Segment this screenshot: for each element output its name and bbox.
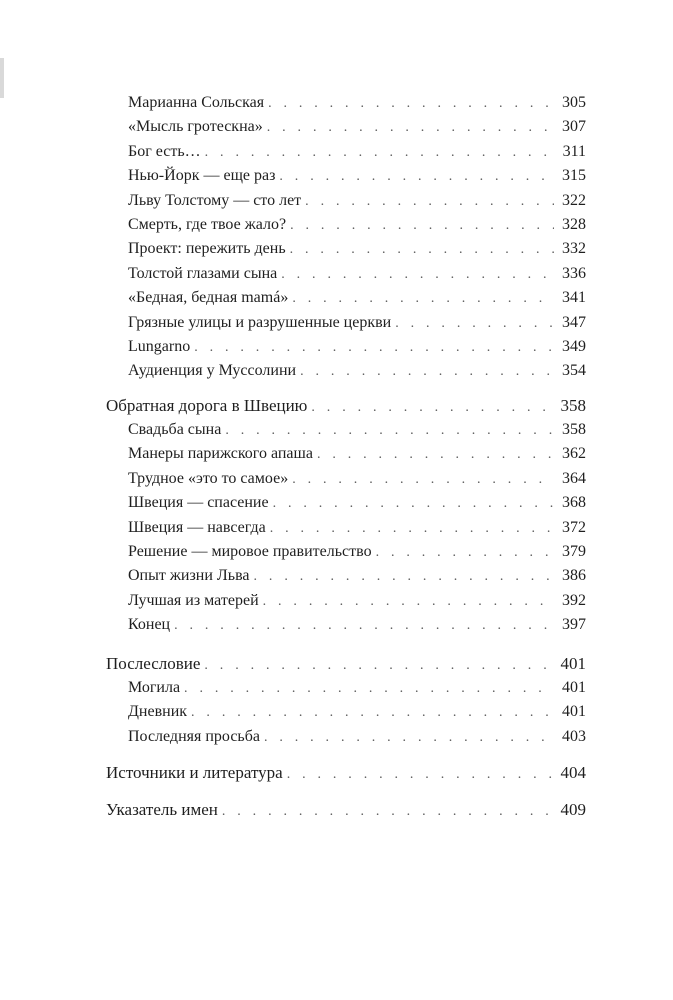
toc-entry-title: Грязные улицы и разрушенные церкви (128, 313, 392, 331)
toc-section-page: 404 (560, 763, 586, 783)
toc-section-heading[interactable] (106, 798, 586, 822)
dot-leader (279, 165, 554, 189)
toc-entry-page: 401 (562, 678, 586, 696)
toc-entry-page: 379 (562, 543, 586, 561)
toc-entry-title: Смерть, где твое жало? (128, 215, 287, 233)
toc-entry[interactable] (106, 725, 586, 749)
toc-entry-page: 401 (562, 703, 586, 721)
toc-entry-title: Последняя просьба (128, 727, 260, 745)
toc-entry-title: Могила (128, 678, 181, 696)
toc-entry[interactable] (106, 442, 586, 466)
dot-leader (263, 590, 554, 614)
dot-leader (290, 238, 554, 262)
toc-entry-page: 336 (562, 264, 586, 282)
toc-entry-title: Аудиенция у Муссолини (128, 362, 297, 380)
toc-entry[interactable] (106, 189, 586, 213)
toc-section-page: 409 (560, 799, 586, 819)
toc-entry-page: 332 (562, 240, 586, 258)
toc-entry[interactable] (106, 516, 586, 540)
toc-entry[interactable] (106, 164, 586, 188)
toc-entry[interactable] (106, 700, 586, 724)
toc-entry[interactable] (106, 359, 586, 383)
toc-entry-title: Марианна Сольская (128, 94, 265, 111)
dot-leader (184, 677, 554, 701)
toc-entry-title: Льву Толстому — сто лет (128, 191, 302, 209)
toc-entry-title: Проект: пережить день (128, 240, 286, 258)
toc-entry[interactable] (106, 286, 586, 310)
dot-leader (191, 701, 554, 725)
toc-entry-page: 315 (562, 167, 586, 185)
toc-section-heading[interactable] (106, 394, 586, 418)
toc-entry[interactable] (106, 262, 586, 286)
toc-entry[interactable] (106, 140, 586, 164)
toc-entry[interactable] (106, 91, 586, 115)
toc-entry[interactable] (106, 311, 586, 335)
toc-entry-title: Трудное «это то самое» (128, 469, 289, 487)
toc-entry[interactable] (106, 467, 586, 491)
toc-section-title: Источники и литература (106, 763, 283, 783)
dot-leader (273, 492, 554, 516)
table-of-contents (106, 91, 586, 822)
dot-leader (376, 541, 554, 565)
toc-entry-title: Решение — мировое правительство (128, 543, 372, 561)
toc-entry[interactable] (106, 213, 586, 237)
dot-leader (222, 800, 554, 824)
toc-entry-page: 341 (562, 289, 586, 307)
toc-entry-title: Бог есть… (128, 142, 201, 160)
toc-entry-page: 354 (562, 362, 586, 380)
toc-entry-page: 372 (562, 518, 586, 536)
dot-leader (267, 116, 554, 140)
toc-entry-title: Швеция — навсегда (128, 518, 266, 536)
dot-leader (225, 419, 554, 443)
toc-entry-title: Lungarno (128, 337, 191, 355)
dot-leader (311, 396, 554, 420)
toc-entry-title: Свадьба сына (128, 421, 222, 439)
page-edge-mark (0, 58, 4, 98)
toc-entry-title: «Мысль гротескна» (128, 118, 263, 136)
toc-entry-title: Опыт жизни Льва (128, 567, 250, 585)
toc-entry-title: «Бедная, бедная mamá» (128, 289, 289, 307)
toc-entry-page: 322 (562, 191, 586, 209)
toc-entry[interactable] (106, 564, 586, 588)
toc-entry[interactable] (106, 613, 586, 637)
toc-entry[interactable] (106, 491, 586, 515)
toc-entry[interactable] (106, 237, 586, 261)
toc-entry[interactable] (106, 589, 586, 613)
toc-entry-page: 305 (562, 94, 586, 111)
toc-entry-page: 349 (562, 337, 586, 355)
toc-entry-page: 347 (562, 313, 586, 331)
dot-leader (205, 141, 554, 165)
toc-section-heading[interactable] (106, 652, 586, 676)
dot-leader (268, 92, 554, 116)
toc-entry-page: 362 (562, 445, 586, 463)
dot-leader (281, 263, 554, 287)
toc-entry-page: 328 (562, 215, 586, 233)
toc-entry-title: Дневник (128, 703, 188, 721)
dot-leader (395, 312, 554, 336)
toc-entry-page: 397 (562, 616, 586, 634)
toc-entry-title: Швеция — спасение (128, 494, 269, 512)
toc-entry-title: Толстой глазами сына (128, 264, 278, 282)
dot-leader (270, 517, 554, 541)
dot-leader (305, 190, 554, 214)
dot-leader (174, 614, 554, 638)
toc-entry[interactable] (106, 115, 586, 139)
toc-section-page: 401 (560, 653, 586, 673)
toc-entry-title: Манеры парижского апаша (128, 445, 313, 463)
toc-section-title: Послесловие (106, 653, 201, 673)
toc-entry-page: 403 (562, 727, 586, 745)
toc-entry[interactable] (106, 335, 586, 359)
dot-leader (194, 336, 554, 360)
toc-section-page: 358 (560, 395, 586, 415)
dot-leader (317, 443, 554, 467)
toc-entry-page: 392 (562, 591, 586, 609)
toc-entry-title: Конец (128, 616, 171, 634)
dot-leader (290, 214, 554, 238)
dot-leader (254, 565, 554, 589)
toc-entry-page: 368 (562, 494, 586, 512)
dot-leader (292, 468, 554, 492)
toc-section-heading[interactable] (106, 761, 586, 785)
toc-entry-page: 311 (562, 142, 586, 160)
dot-leader (292, 287, 554, 311)
dot-leader (287, 763, 554, 787)
dot-leader (300, 360, 554, 384)
toc-entry[interactable] (106, 676, 586, 700)
toc-entry[interactable] (106, 540, 586, 564)
toc-entry-title: Нью-Йорк — еще раз (128, 167, 276, 185)
toc-entry-page: 307 (562, 118, 586, 136)
toc-section-title: Указатель имен (106, 799, 218, 819)
toc-entry-page: 358 (562, 421, 586, 439)
toc-entry-page: 364 (562, 469, 586, 487)
dot-leader (204, 654, 554, 678)
toc-entry[interactable] (106, 418, 586, 442)
toc-entry-title: Лучшая из матерей (128, 591, 259, 609)
toc-entry-page: 386 (562, 567, 586, 585)
dot-leader (264, 726, 554, 750)
toc-section-title: Обратная дорога в Швецию (106, 395, 308, 415)
